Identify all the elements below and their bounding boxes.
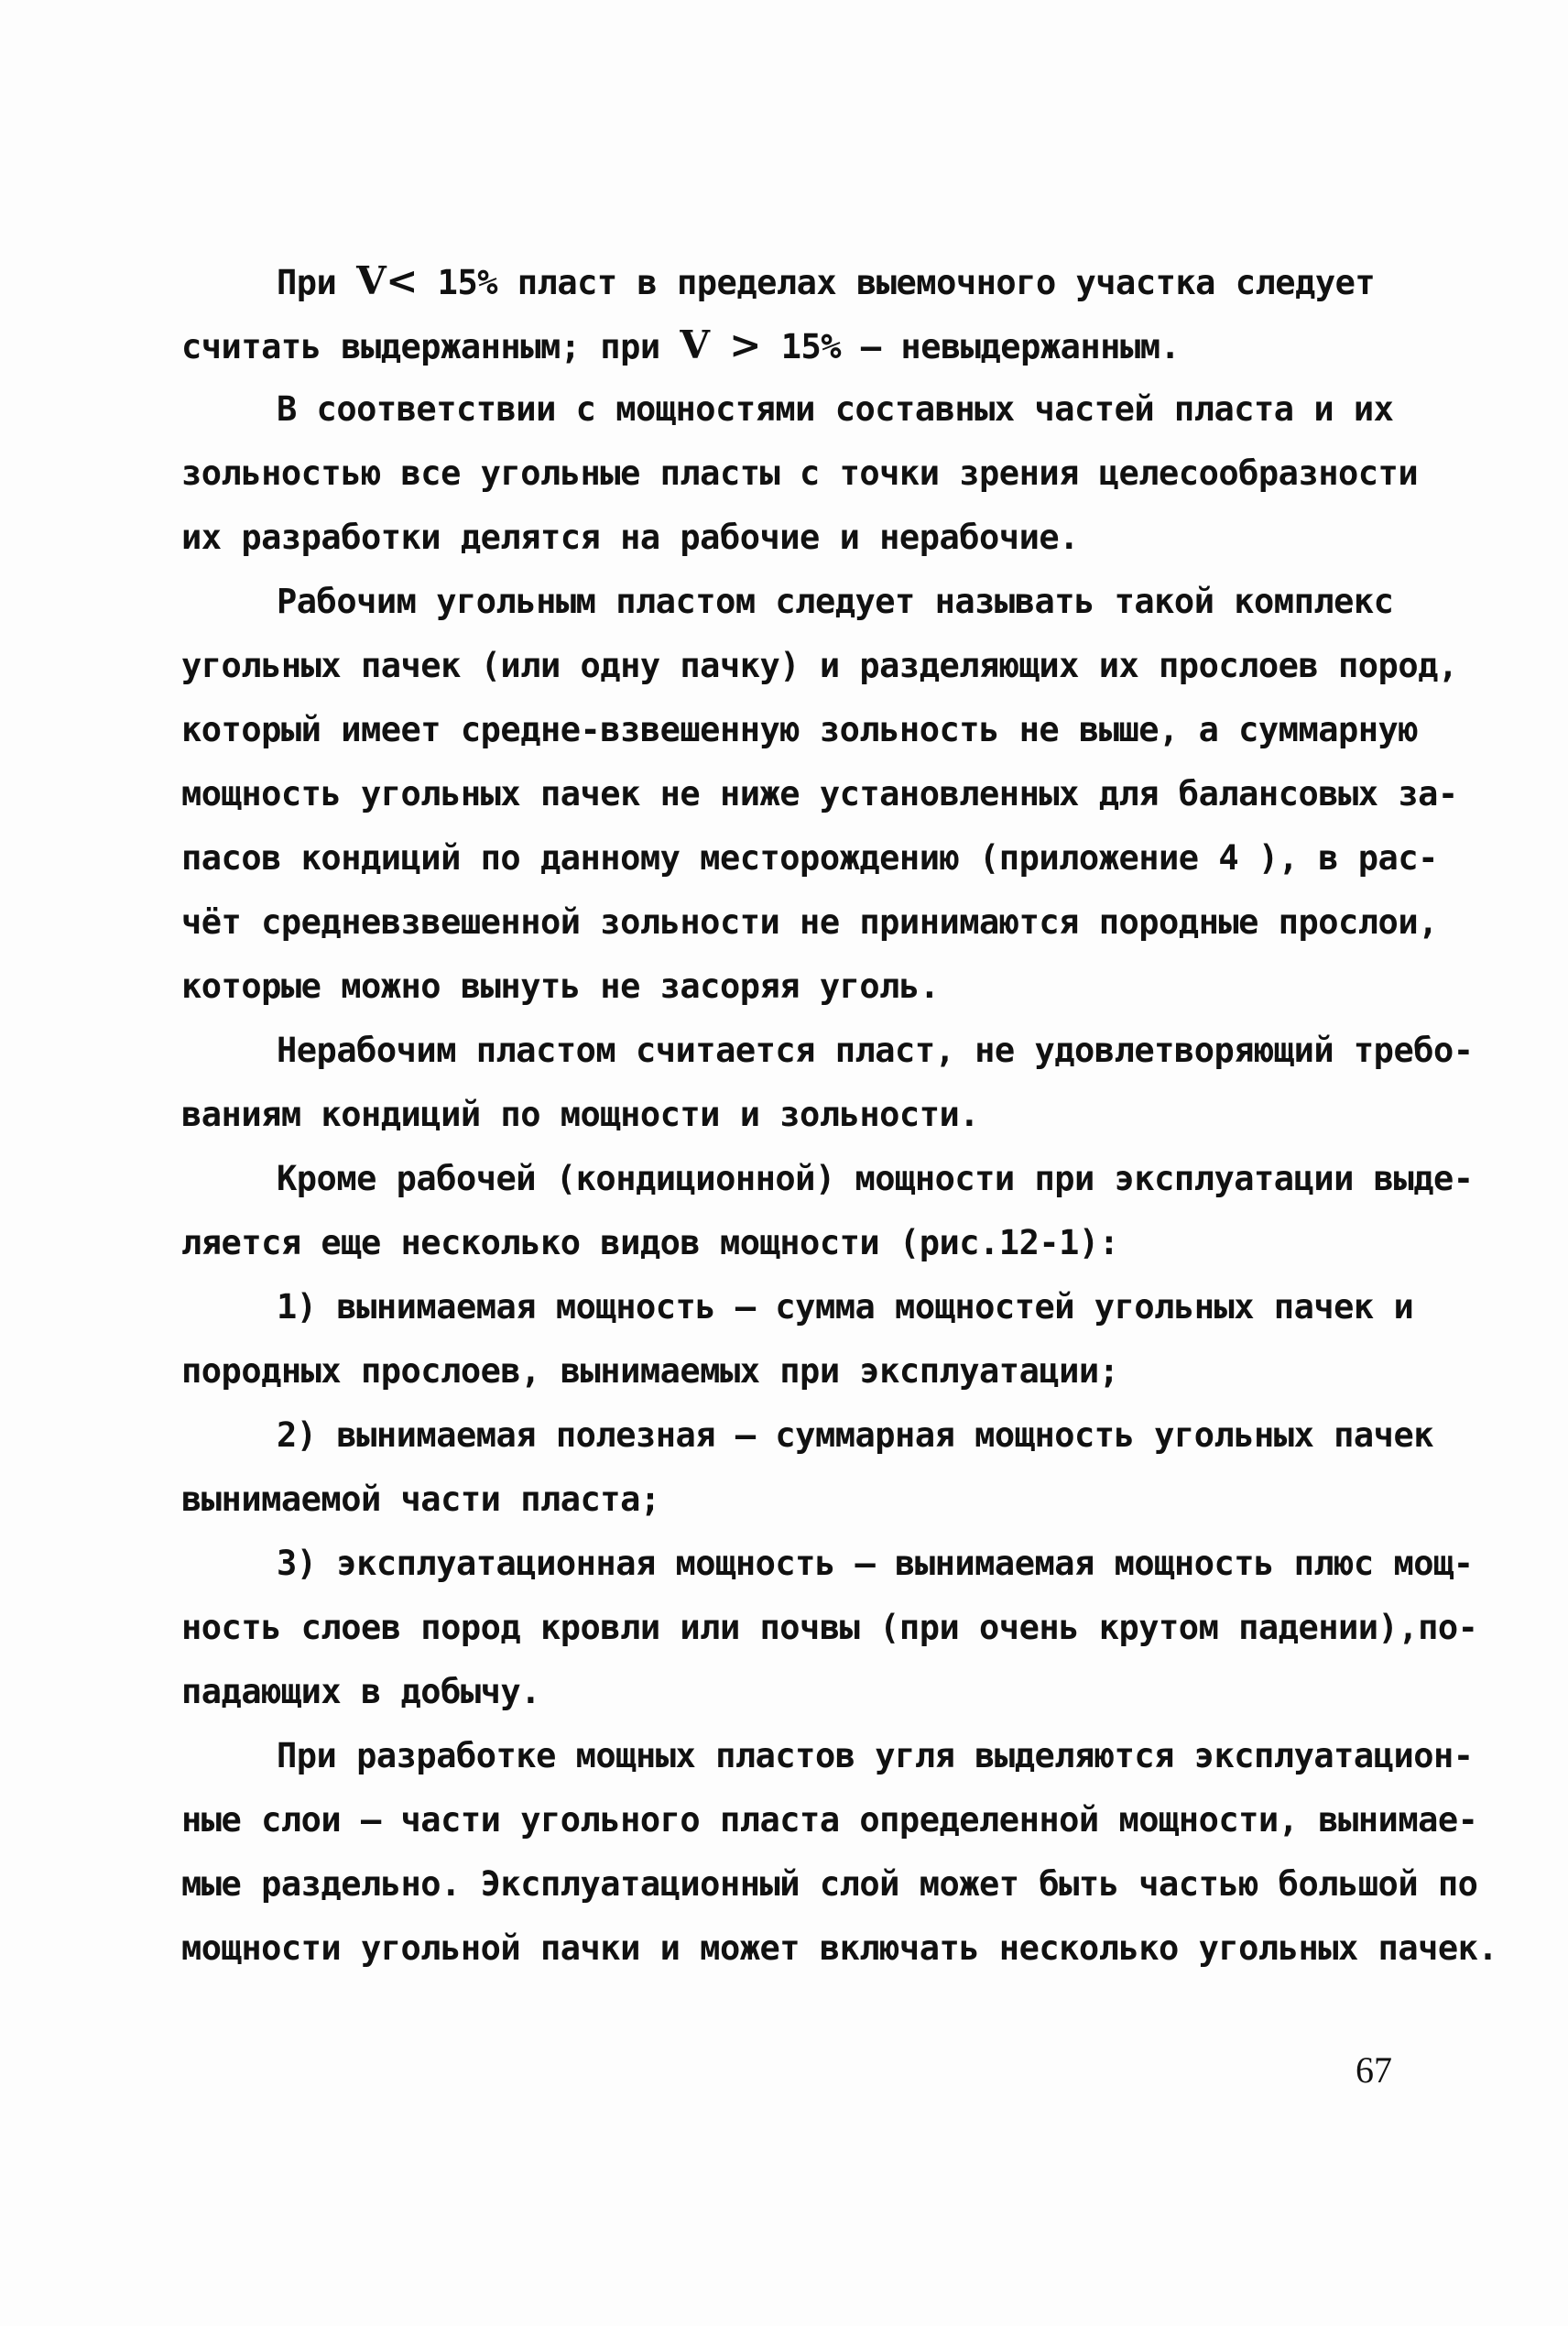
text-line: чёт средневзвешенной зольности не принимаются породные прослои, <box>181 902 1438 942</box>
text-line: вынимаемой части пласта; <box>181 1480 660 1519</box>
variable-v: V <box>356 258 387 303</box>
text-line <box>181 313 1418 377</box>
page-number: 67 <box>1356 2049 1392 2091</box>
text-span: 15% – невыдержанным. <box>760 327 1181 366</box>
text-line: зольностью все угольные пласты с точки зрения целесообразности <box>181 453 1419 493</box>
text-line: который имеет средне-взвешенную зольность не выше, а суммарную <box>181 710 1419 749</box>
text-line: мощность угольных пачек не ниже установленных для балансовых за- <box>181 774 1458 814</box>
text-line: Рабочим угольным пластом следует называть такой комплекс <box>277 582 1394 621</box>
variable-v: V <box>680 322 710 367</box>
text-line: их разработки делятся на рабочие и нерабочие. <box>181 518 1079 557</box>
text-line: Кроме рабочей (кондиционной) мощности при эксплуатации выде- <box>277 1159 1474 1198</box>
text-line: Нерабочим пластом считается пласт, не удовлетворяющий требо- <box>277 1031 1474 1070</box>
text-line: ные слои – части угольного пласта определенной мощности, вынимае- <box>181 1800 1478 1840</box>
text-line: ваниям кондиций по мощности и зольности. <box>181 1095 980 1134</box>
text-line: мые раздельно. Эксплуатационный слой может быть частью большой по <box>181 1864 1478 1904</box>
text-line: угольных пачек (или одну пачку) и разделяющих их прослоев пород, <box>181 646 1458 685</box>
list-item: 1) вынимаемая мощность – сумма мощностей угольных пачек и <box>277 1287 1414 1327</box>
list-item: 2) вынимаемая полезная – суммарная мощность угольных пачек <box>277 1415 1434 1455</box>
body-text <box>181 249 1498 1981</box>
operator-less-than: < <box>386 258 418 303</box>
text-line: ность слоев пород кровли или почвы (при очень крутом падении),по- <box>181 1608 1478 1647</box>
text-line: пасов кондиций по данному месторождению (приложение 4 ), в рас- <box>181 838 1438 878</box>
text-line: падающих в добычу. <box>181 1672 540 1711</box>
text-span: считать выдержанным; при <box>181 327 681 366</box>
text-line: мощности угольной пачки и может включать несколько угольных пачек. <box>181 1928 1498 1968</box>
operator-greater-than: > <box>729 322 761 367</box>
list-item: 3) эксплуатационная мощность – вынимаемая мощность плюс мощ- <box>277 1544 1474 1583</box>
text-line <box>181 249 1418 313</box>
text-line: В соответствии с мощностями составных частей пласта и их <box>277 389 1394 429</box>
text-line: которые можно вынуть не засоряя уголь. <box>181 966 940 1006</box>
text-line: породных прослоев, вынимаемых при эксплуатации; <box>181 1351 1119 1391</box>
text-line: При разработке мощных пластов угля выделяются эксплуатацион- <box>277 1736 1474 1775</box>
text-span: 15% пласт в пределах выемочного участка следует <box>417 263 1376 302</box>
text-line: ляется еще несколько видов мощности (рис.12-1): <box>181 1223 1119 1262</box>
text-span: При <box>277 263 357 302</box>
